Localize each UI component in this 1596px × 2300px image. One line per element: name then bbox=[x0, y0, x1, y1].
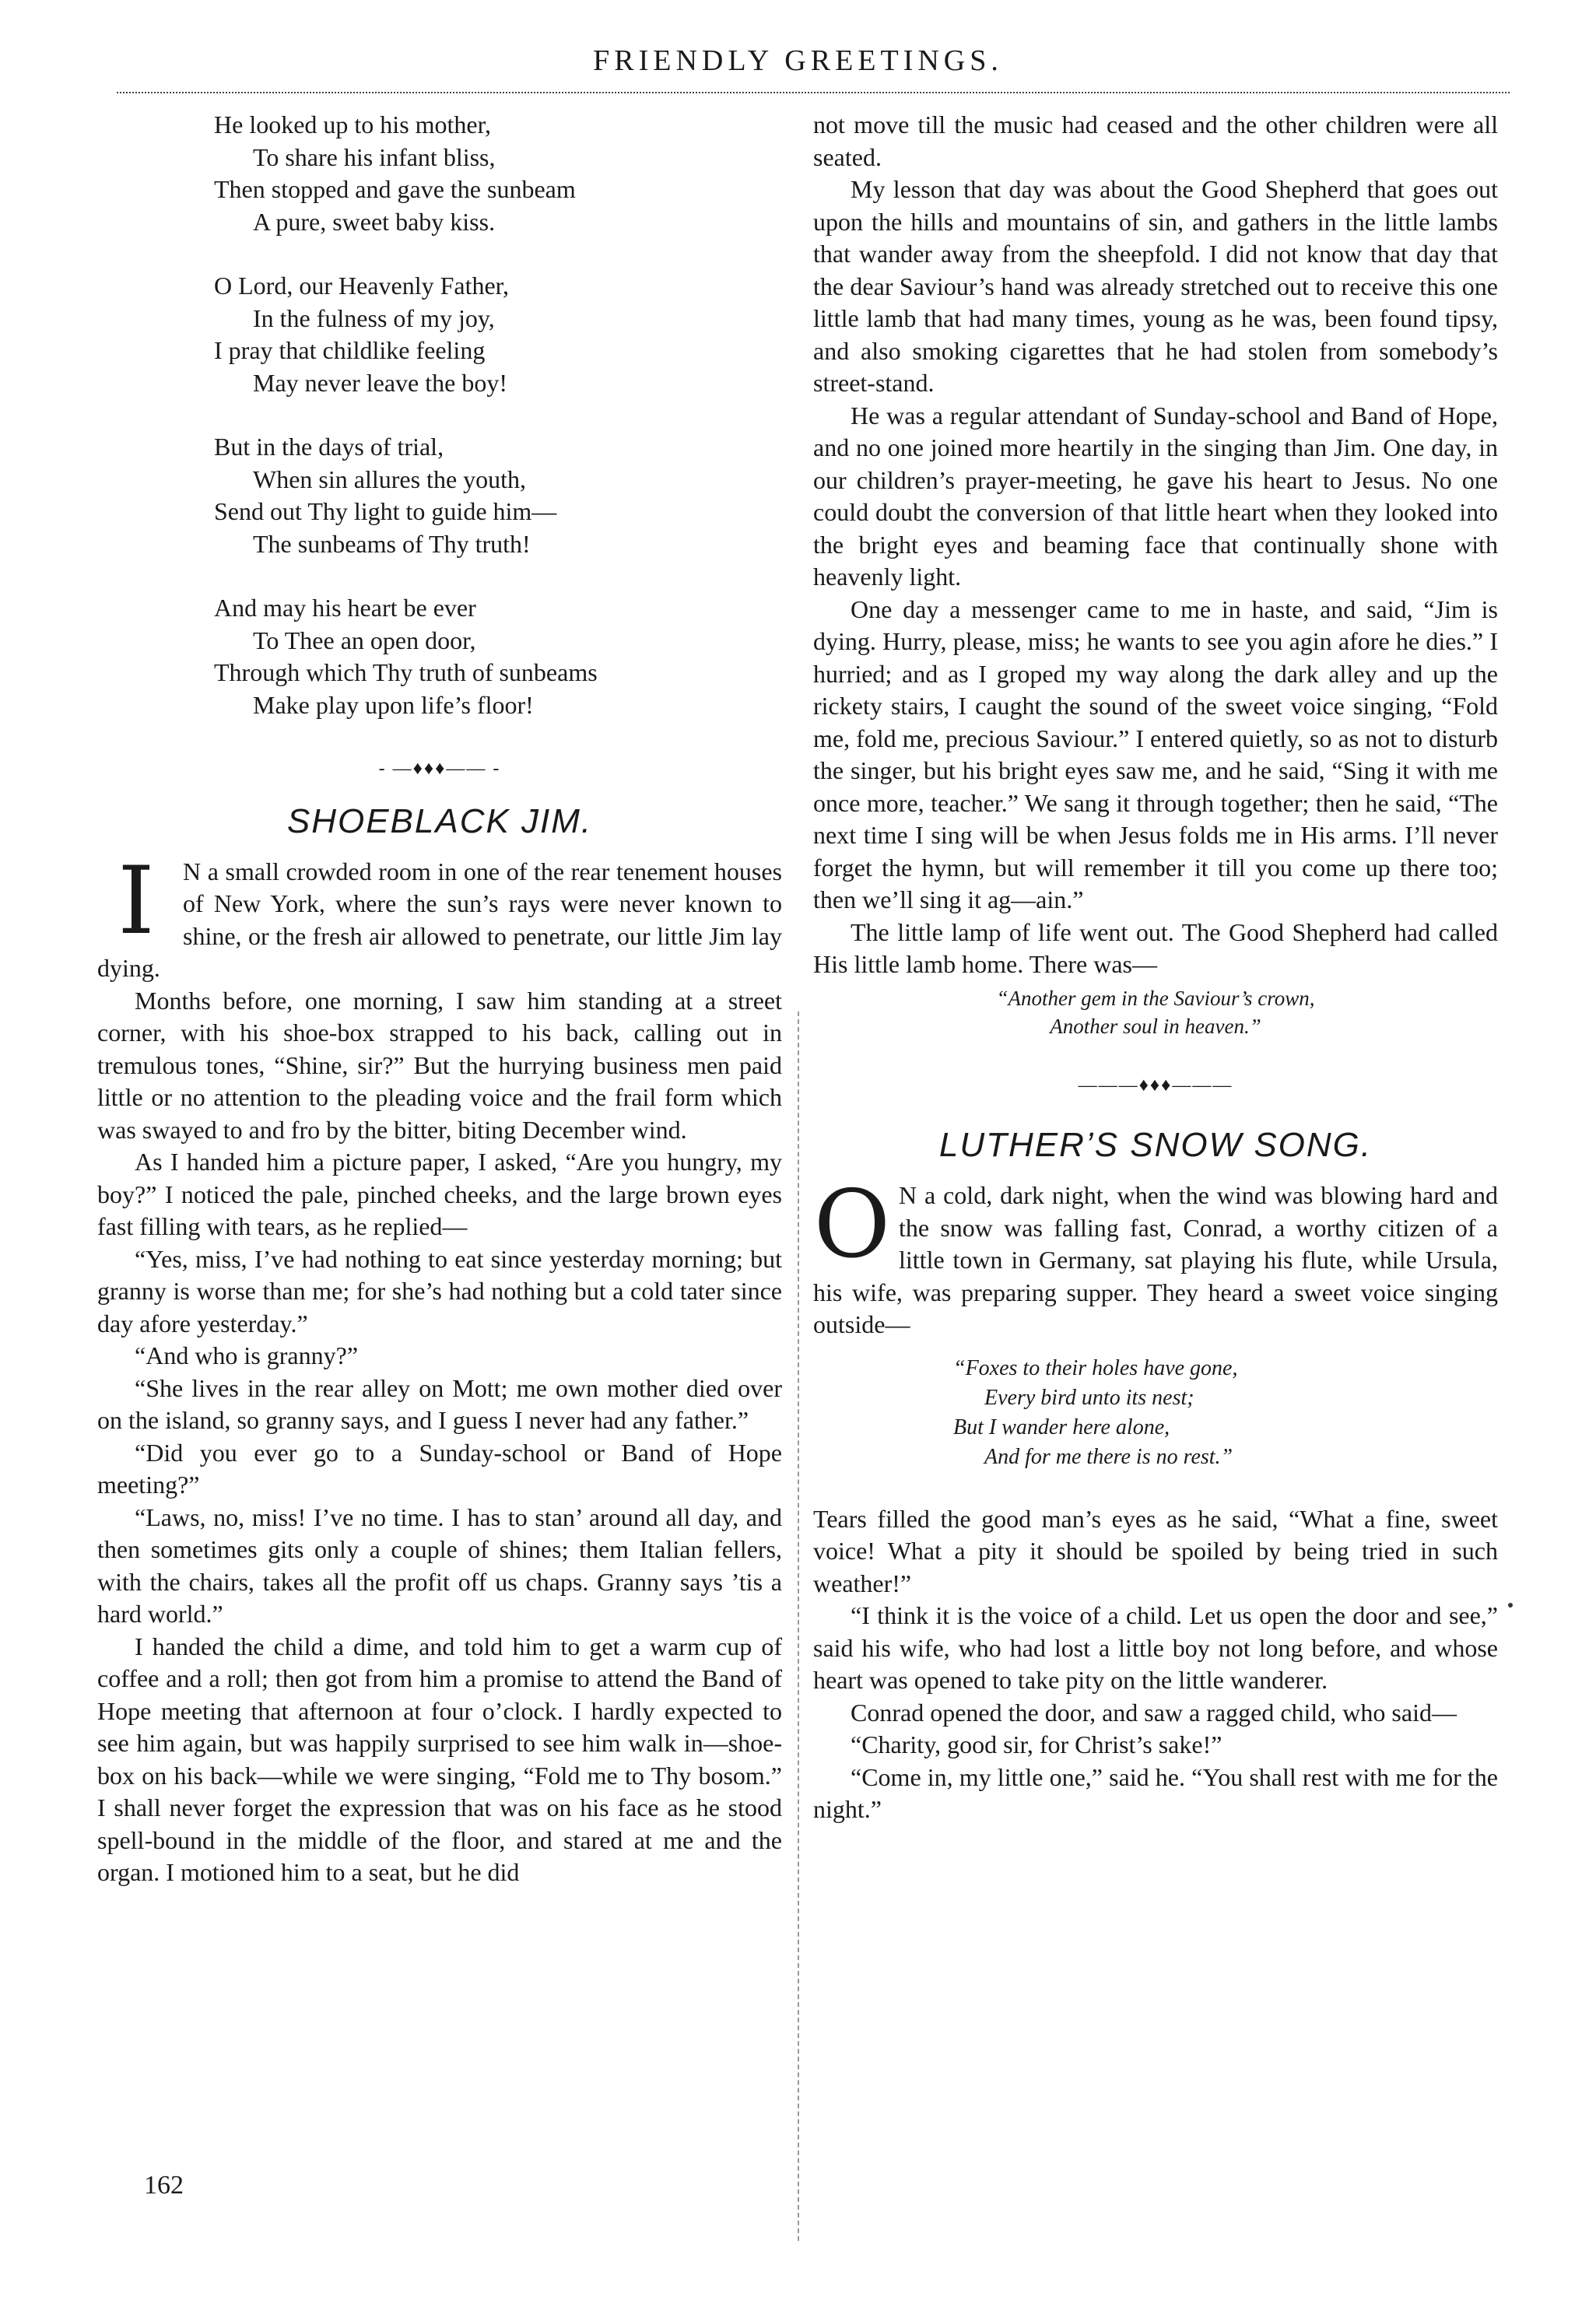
poem-line: I pray that childlike feeling bbox=[214, 336, 486, 364]
poem-stanza bbox=[214, 270, 782, 399]
poem-line: Then stopped and gave the sunbeam bbox=[214, 175, 576, 203]
article-paragraph: “Yes, miss, I’ve had nothing to eat since yesterday morning; but granny is worse than me; for she’s had nothing but a cold tater since day afore yesterday.” bbox=[97, 1244, 782, 1338]
section-ornament: ———♦♦♦——— bbox=[1078, 1075, 1233, 1096]
column-divider bbox=[798, 1012, 799, 2241]
poem-stanza bbox=[214, 592, 782, 721]
poem-line: May never leave the boy! bbox=[253, 368, 507, 397]
article-paragraph: One day a messenger came to me in haste, and said, “Jim is dying. Hurry, please, miss; he wants to see you agin afore he dies.” I hurried; and as I groped my way along the dark alley and up the rickety stairs, I caught the sound of the sweet voice singing, “Fold me, fold me, precious Saviour.” I entered quietly, so as not to disturb the singer, but his bright eyes saw me, and he said, “Sing it with me once more, teacher.” We sang it through together; then he said, “The next time I sing will be when Jesus folds me in His arms. I’ll never forget the hymn, but will remember it till you come up there too; then we’ll sing it ag—ain.” bbox=[813, 594, 1498, 913]
article-paragraph: The little lamp of life went out. The Good Shepherd had called His little lamb home. There was— bbox=[813, 917, 1498, 978]
article-title-shoeblack-jim: SHOEBLACK JIM. bbox=[286, 801, 593, 840]
article-paragraph: “I think it is the voice of a child. Let us open the door and see,” said his wife, who had lost a little boy not long before, and whose heart was opened to take pity on the little wanderer. bbox=[813, 1601, 1498, 1694]
poem bbox=[214, 109, 782, 721]
quote-line: “Another gem in the Saviour’s crown, bbox=[996, 986, 1315, 1010]
article-paragraph: Conrad opened the door, and saw a ragged child, who said— bbox=[851, 1698, 1457, 1727]
article-paragraph: Months before, one morning, I saw him standing at a street corner, with his shoe-box strapped to his back, calling out in tremulous tones, “Shine, sir?” But the hurrying business men paid little or no attention to the pleading voice and the frail form which was swayed to and fro by the bitter, biting December wind. bbox=[97, 986, 782, 1144]
poem-line: When sin allures the youth, bbox=[253, 465, 527, 493]
article-paragraph: I handed the child a dime, and told him to get a warm cup of coffee and a roll; then got from him a promise to attend the Band of Hope meeting that afternoon at four o’clock. I hardly expected to see him again, but was happily surprised to see him walk in—shoe-box on his back—while we were singing, “Fold me to Thy bosom.” I shall never forget the expression that was on his face as he stood spell-bound in the middle of the floor, and stared at me and the organ. I motioned him to a seat, but he did bbox=[97, 1632, 782, 1886]
article-paragraph: As I handed him a picture paper, I asked, “Are you hungry, my boy?” I noticed the pale, pinched cheeks, and the large brown eyes fast filling with tears, as he replied— bbox=[97, 1148, 782, 1240]
article-paragraph bbox=[813, 1171, 1498, 1341]
article-paragraph: “Charity, good sir, for Christ’s sake!” bbox=[851, 1730, 1222, 1758]
quote-line: Another soul in heaven.” bbox=[1050, 1014, 1261, 1038]
article-paragraph bbox=[97, 847, 782, 985]
poem-line: Send out Thy light to guide him— bbox=[214, 497, 557, 525]
left-column bbox=[97, 109, 782, 1889]
poem-line: But in the days of trial, bbox=[214, 433, 444, 461]
poem-line: To Thee an open door, bbox=[253, 626, 476, 654]
poem-stanza bbox=[214, 109, 782, 238]
article-paragraph: “Come in, my little one,” said he. “You shall rest with me for the night.” bbox=[813, 1762, 1498, 1823]
article-paragraph: Tears filled the good man’s eyes as he said, “What a fine, sweet voice! What a pity it should be spoiled by being tried in such weather!” bbox=[813, 1504, 1498, 1597]
drop-cap: O bbox=[813, 1171, 891, 1279]
song-line: But I wander here alone, bbox=[953, 1415, 1170, 1439]
song-line: And for me there is no rest.” bbox=[984, 1444, 1233, 1469]
poem-line: In the fulness of my joy, bbox=[253, 303, 495, 332]
song-line: “Foxes to their holes have gone, bbox=[953, 1355, 1238, 1380]
drop-cap: I bbox=[118, 847, 155, 955]
header-rule bbox=[117, 92, 1510, 93]
article-paragraph: My lesson that day was about the Good Shepherd that goes out upon the hills and mountains of sin, and gathers in the little lambs that wander away from the sheepfold. I did not know that day that the dear Saviour’s hand was already stretched out to receive this one little lamb that had many times, young as he was, been found tipsy, and also smoking cigarettes that he had stolen from somebody’s street-stand. bbox=[813, 175, 1498, 397]
poem-line: O Lord, our Heavenly Father, bbox=[214, 272, 510, 300]
poem-stanza bbox=[214, 431, 782, 560]
song-verse bbox=[953, 1354, 1498, 1472]
paragraph-text: N a cold, dark night, when the wind was blowing hard and the snow was falling fast, Conrad, a worthy citizen of a little town in Germany, sat playing his flute, while Ursula, his wife, was preparing supper. They heard a sweet voice singing outside— bbox=[813, 1181, 1498, 1338]
section-ornament: - —♦♦♦—— - bbox=[378, 759, 501, 779]
right-column bbox=[813, 109, 1498, 1826]
article-paragraph: “She lives in the rear alley on Mott; me own mother died over on the island, so granny says, and I guess I never had any father.” bbox=[97, 1373, 782, 1434]
paragraph-text: N a small crowded room in one of the rear tenement houses of New York, where the sun’s rays were never known to shine, or the fresh air allowed to penetrate, our little Jim lay dying. bbox=[97, 857, 782, 982]
running-head: FRIENDLY GREETINGS. bbox=[593, 44, 1003, 77]
poem-line: And may his heart be ever bbox=[214, 594, 476, 622]
poem-line: He looked up to his mother, bbox=[214, 110, 491, 138]
article-title-luthers-snow-song: LUTHER’S SNOW SONG. bbox=[938, 1126, 1373, 1164]
page-number: 162 bbox=[144, 2171, 184, 2200]
closing-quote bbox=[813, 984, 1498, 1040]
song-line: Every bird unto its nest; bbox=[984, 1385, 1194, 1410]
print-speck bbox=[1508, 1603, 1513, 1608]
article-paragraph: He was a regular attendant of Sunday-school and Band of Hope, and no one joined more heartily in the singing than Jim. One day, in our children’s prayer-meeting, he gave his heart to Jesus. No one could doubt the conversion of that little heart when they looked into the bright eyes and beaming face that continually shone with heavenly light. bbox=[813, 401, 1498, 591]
article-paragraph: “Laws, no, miss! I’ve no time. I has to stan’ around all day, and then sometimes gits only a couple of shines; them Italian fellers, with the chairs, takes all the profit off us chaps. Granny says ’tis a hard world.” bbox=[97, 1502, 782, 1628]
poem-line: To share his infant bliss, bbox=[253, 142, 496, 171]
article-paragraph: “Did you ever go to a Sunday-school or Band of Hope meeting?” bbox=[97, 1438, 782, 1499]
poem-line: Make play upon life’s floor! bbox=[253, 690, 534, 719]
article-paragraph: “And who is granny?” bbox=[135, 1341, 359, 1369]
article-paragraph: not move till the music had ceased and the other children were all seated. bbox=[813, 110, 1498, 171]
poem-line: Through which Thy truth of sunbeams bbox=[214, 658, 598, 686]
poem-line: The sunbeams of Thy truth! bbox=[253, 529, 531, 558]
poem-line: A pure, sweet baby kiss. bbox=[253, 207, 496, 236]
